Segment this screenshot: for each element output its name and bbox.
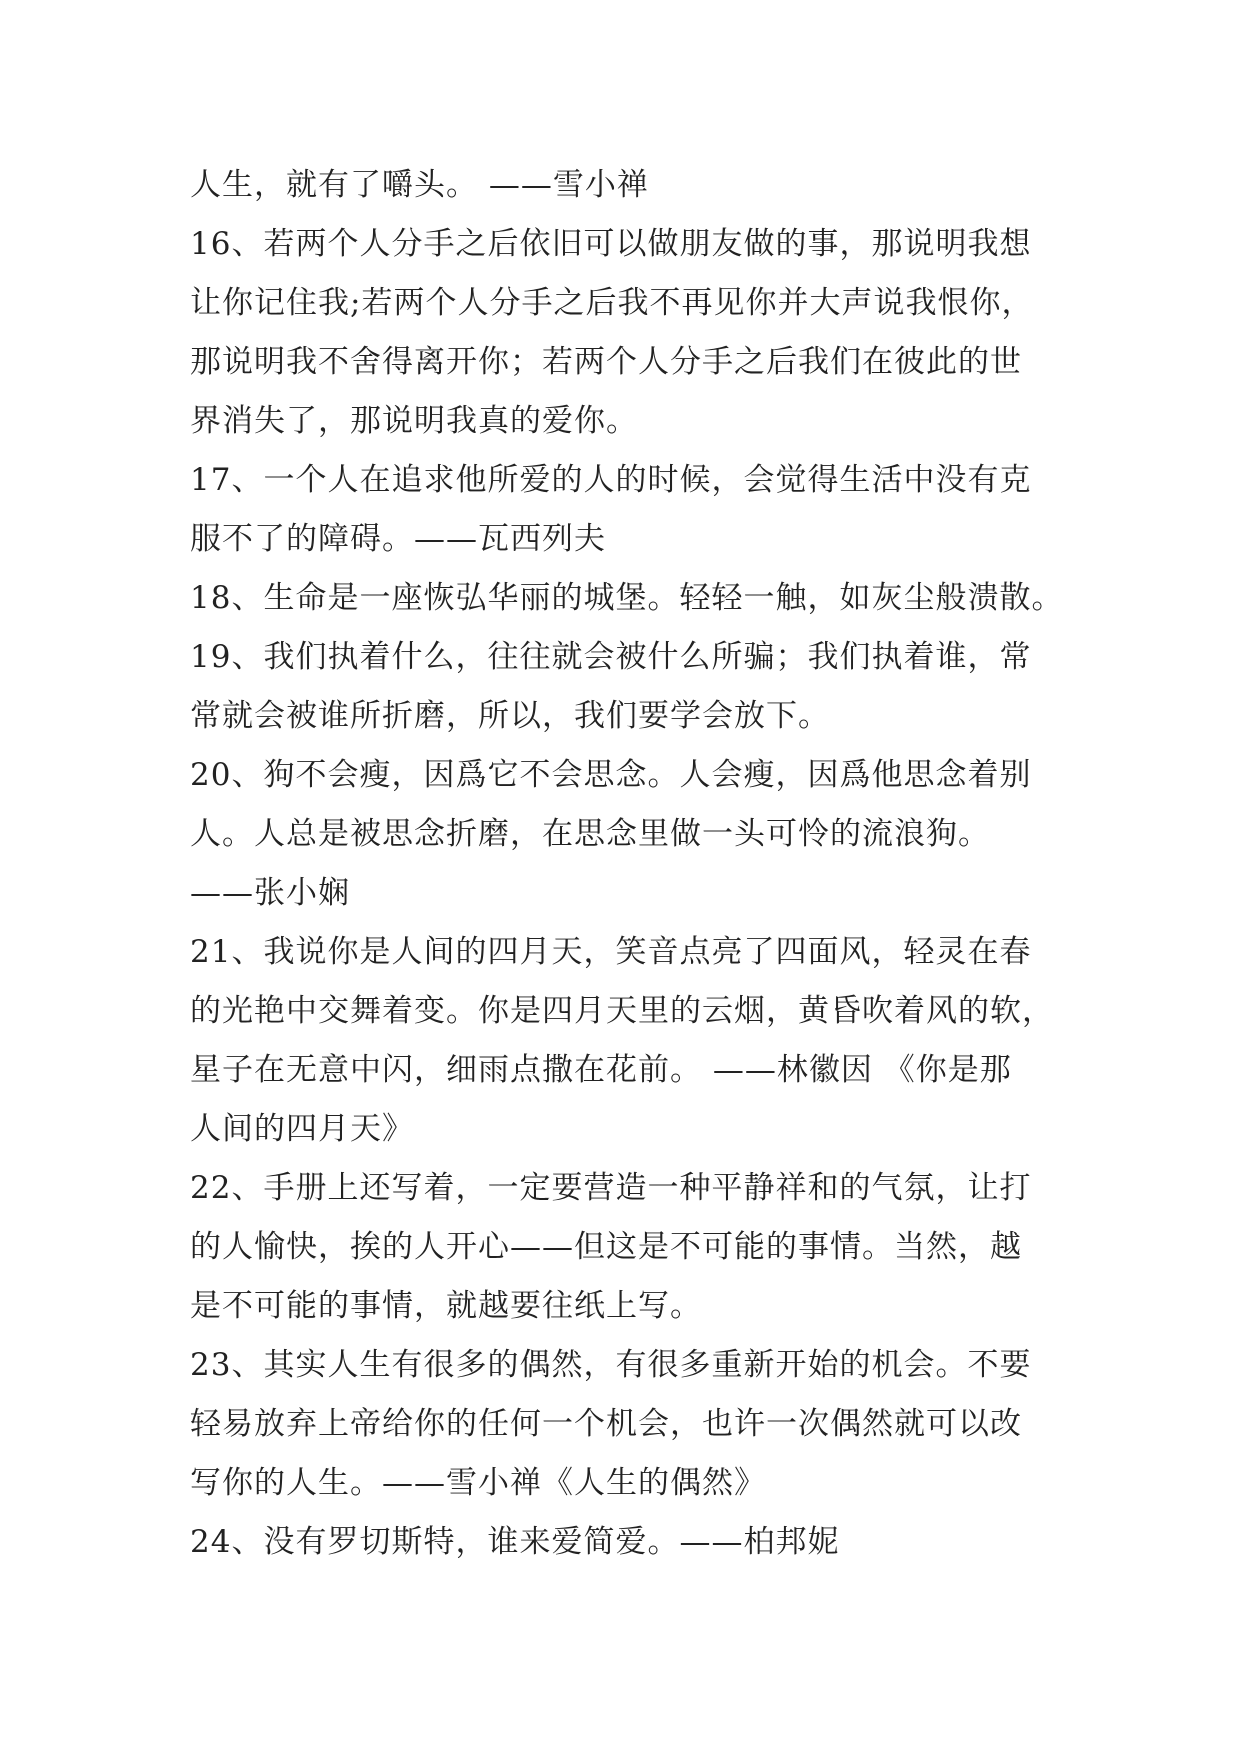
text-line: 的人愉快，挨的人开心——但这是不可能的事情。当然，越 (190, 1229, 1022, 1265)
text-line: 常就会被谁所折磨，所以，我们要学会放下。 (190, 698, 830, 734)
text-line: 人生，就有了嚼头。 ——雪小禅 (190, 167, 649, 203)
text-line: 轻易放弃上帝给你的任何一个机会，也许一次偶然就可以改 (190, 1406, 1022, 1442)
text-line: 17、一个人在追求他所爱的人的时候，会觉得生活中没有克 (190, 462, 1032, 498)
text-line: 16、若两个人分手之后依旧可以做朋友做的事，那说明我想 (190, 226, 1032, 262)
text-line: 20、狗不会瘦，因爲它不会思念。人会瘦，因爲他思念着别 (190, 757, 1032, 793)
quote-text-block (190, 156, 1090, 1572)
text-line: 19、我们执着什么，往往就会被什么所骗；我们执着谁，常 (190, 639, 1032, 675)
text-line: 人。人总是被思念折磨，在思念里做一头可怜的流浪狗。 (190, 816, 990, 852)
text-line: 18、生命是一座恢弘华丽的城堡。轻轻一触，如灰尘般溃散。 (190, 580, 1064, 616)
text-line: 服不了的障碍。——瓦西列夫 (190, 521, 606, 557)
text-line: 24、没有罗切斯特，谁来爱简爱。——柏邦妮 (190, 1524, 840, 1560)
text-line: 22、手册上还写着，一定要营造一种平静祥和的气氛，让打 (190, 1170, 1032, 1206)
text-line: 写你的人生。——雪小禅《人生的偶然》 (190, 1465, 766, 1501)
text-line: 让你记住我;若两个人分手之后我不再见你并大声说我恨你， (190, 285, 1034, 321)
text-line: 是不可能的事情，就越要往纸上写。 (190, 1288, 702, 1324)
text-line: 21、我说你是人间的四月天，笑音点亮了四面风，轻灵在春 (190, 934, 1032, 970)
text-line: 的光艳中交舞着变。你是四月天里的云烟，黄昏吹着风的软， (190, 993, 1054, 1029)
text-line: 人间的四月天》 (190, 1111, 414, 1147)
text-line: 星子在无意中闪，细雨点撒在花前。 ——林徽因 《你是那 (190, 1052, 1012, 1088)
text-line: ——张小娴 (190, 875, 350, 911)
text-line: 23、其实人生有很多的偶然，有很多重新开始的机会。不要 (190, 1347, 1032, 1383)
text-line: 界消失了，那说明我真的爱你。 (190, 403, 638, 439)
text-line: 那说明我不舍得离开你；若两个人分手之后我们在彼此的世 (190, 344, 1022, 380)
